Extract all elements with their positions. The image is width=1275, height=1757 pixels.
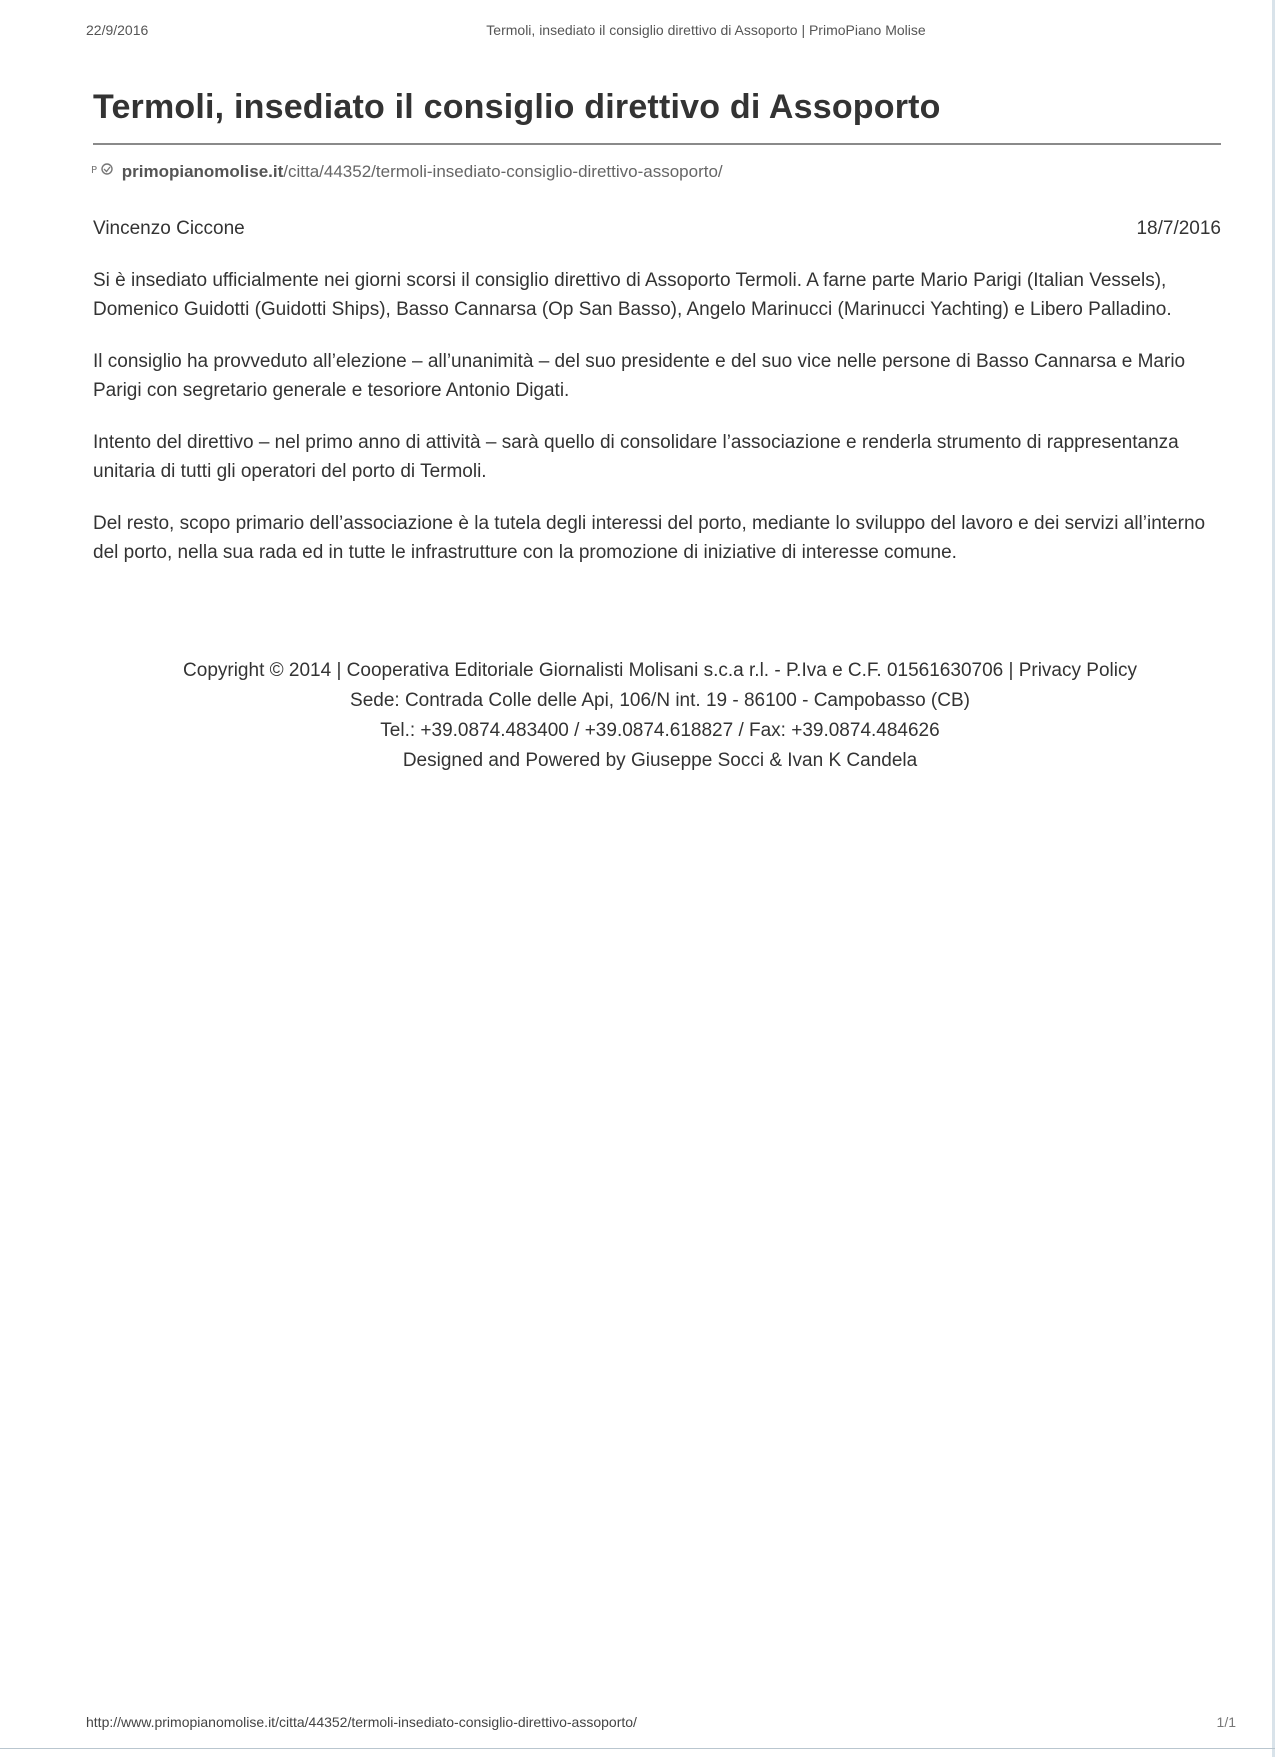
site-footer <box>110 656 1210 776</box>
title-divider <box>93 143 1221 145</box>
print-document-title: Termoli, insediato il consiglio direttivo di Assoporto | PrimoPiano Molise <box>486 22 926 38</box>
article-paragraph: Si è insediato ufficialmente nei giorni scorsi il consiglio direttivo di Assoporto Termoli. A farne parte Mario Parigi (Italian Vessels), Domenico Guidotti (Guidotti Ships), Basso Cannarsa (Op San Basso), Angelo Marinucci (Marinucci Yachting) e Libero Palladino. <box>93 270 1172 320</box>
article-paragraph: Il consiglio ha provveduto all’elezione – all’unanimità – del suo presidente e del suo vice nelle persone di Basso Cannarsa e Mario Parigi con segretario generale e tesoriore Antonio Digati. <box>93 351 1186 401</box>
print-header <box>86 22 1196 42</box>
address-text: Sede: Contrada Colle delle Api, 106/N int. 19 - 86100 - Campobasso (CB) <box>350 690 970 711</box>
page-number: 1/1 <box>1216 1714 1236 1730</box>
phone-text: Tel.: +39.0874.483400 / +39.0874.618827 / Fax: +39.0874.484626 <box>380 720 940 741</box>
article-title: Termoli, insediato il consiglio direttivo di Assoporto <box>93 88 941 126</box>
credits-text: Designed and Powered by Giuseppe Socci & Ivan K Candela <box>402 750 918 771</box>
print-date: 22/9/2016 <box>86 22 149 38</box>
source-path[interactable]: /citta/44352/termoli-insediato-consiglio-direttivo-assoporto/ <box>283 162 723 181</box>
svg-text:P: P <box>91 165 98 176</box>
bottom-divider <box>0 1748 1275 1749</box>
article-body <box>93 266 1221 590</box>
source-domain[interactable]: primopianomolise.it <box>121 162 284 181</box>
copyright-text: Copyright © 2014 | Cooperativa Editoriale Giornalisti Molisani s.c.a r.l. - P.Iva e C.F. 01561630706 | Privacy Policy <box>183 660 1137 681</box>
link-icon <box>91 162 117 178</box>
article-paragraph: Del resto, scopo primario dell’associazione è la tutela degli interessi del porto, mediante lo sviluppo del lavoro e dei servizi all’interno del porto, nella sua rada ed in tutte le infrastrutture con la promozione di iniziative di interesse comune. <box>93 513 1206 563</box>
print-url: http://www.primopianomolise.it/citta/44352/termoli-insediato-consiglio-direttivo-assoporto/ <box>86 1714 637 1730</box>
source-link[interactable] <box>91 162 723 182</box>
article-author: Vincenzo Ciccone <box>93 218 245 239</box>
article-date: 18/7/2016 <box>1136 218 1221 239</box>
article-paragraph: Intento del direttivo – nel primo anno di attività – sarà quello di consolidare l’associazione e renderla strumento di rappresentanza unitaria di tutti gli operatori del porto di Termoli. <box>93 432 1179 482</box>
